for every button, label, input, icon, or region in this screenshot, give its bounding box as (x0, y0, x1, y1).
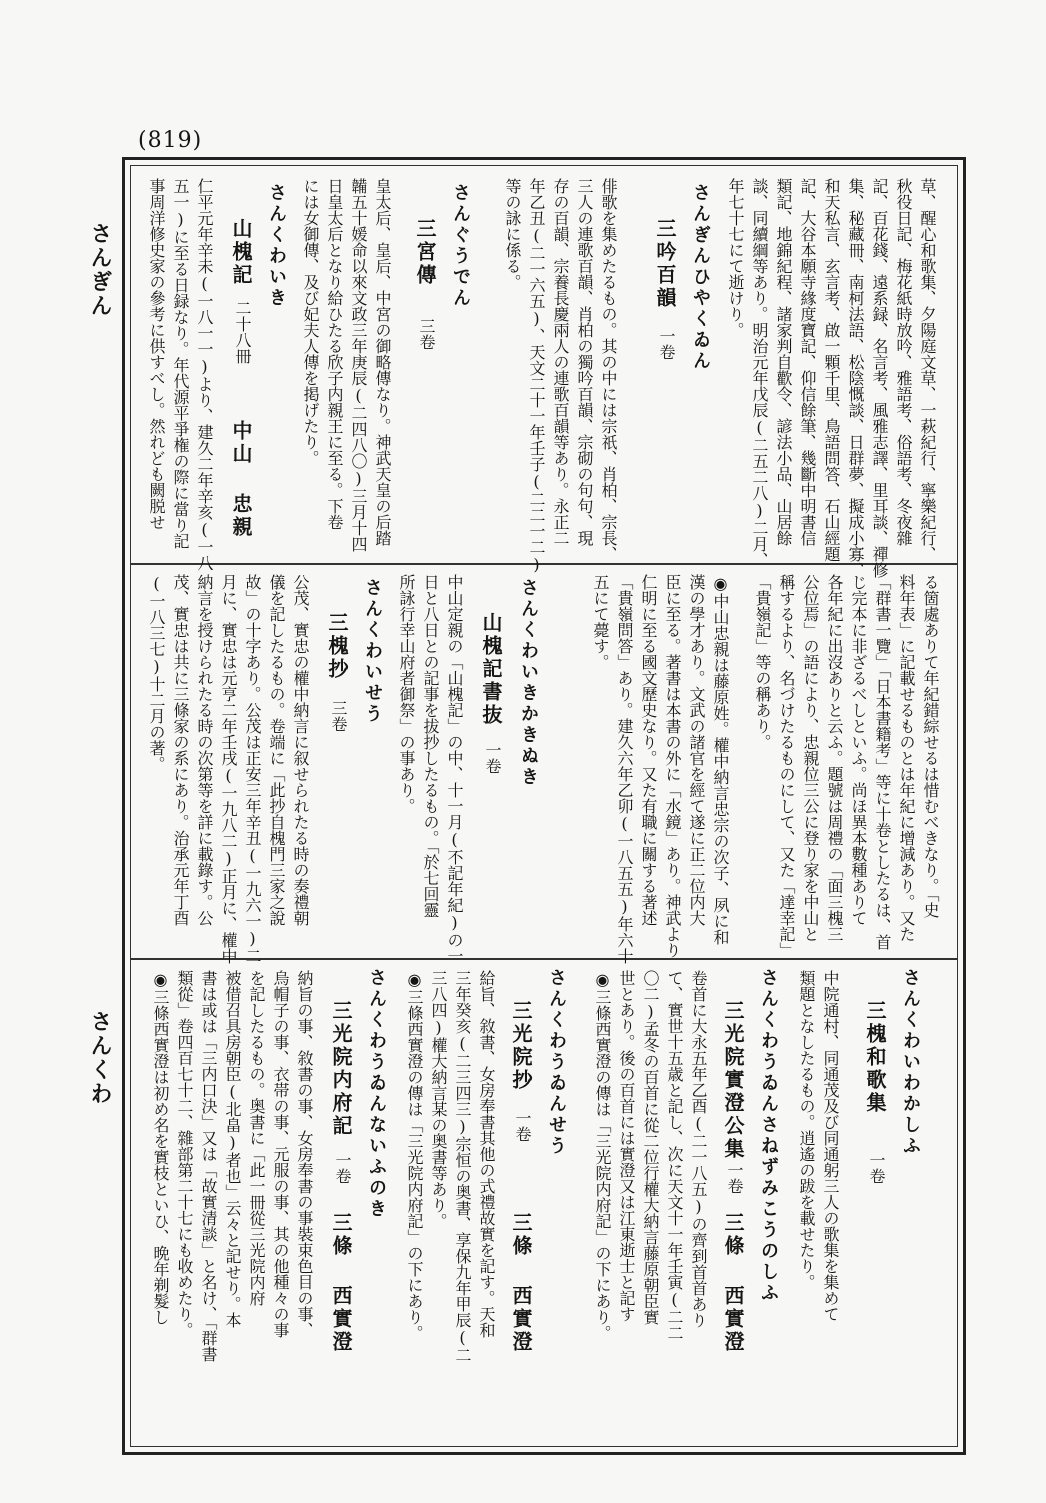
text-line: 記、百花錢、遠系録、名言考、風雅志譯、里耳談、禪修 (870, 178, 889, 578)
entry-title: 三光院抄 (509, 1000, 533, 1092)
running-head-bottom: さんくわ (87, 1010, 113, 1106)
text-line: 類記、地錦紀程、諸家判自歡令、諺法小品、山居餘 (774, 178, 793, 546)
text-line: 被借召具房朝臣(北畠)者也」云々と記せり。本 (223, 970, 242, 1328)
upper-continued-text (725, 178, 945, 578)
text-line: 韛五十媛命以來文政三年庚辰(二四八〇)三月十四 (349, 178, 368, 552)
text-line: 給旨、敘書、女房奉書其他の式禮故實を記す。天和 (477, 970, 496, 1338)
text-line: 稱するより、名づけたるものにして、又た「達幸記」 (777, 574, 796, 958)
entry-title: 三槐抄 (325, 612, 349, 681)
entry-kana: さんくわいわかしふ (900, 968, 921, 1157)
text-line: ◉三條西實澄は初め名を實枝といひ、晩年剃髮し (151, 970, 170, 1325)
text-line: 三八四)權大納言某の奥書等あり。 (429, 970, 448, 1229)
text-line: 日皇太后となり給ひたる欣子内親王に至る。下卷 (325, 178, 344, 530)
entry-author: 三條 西實澄 (509, 1212, 533, 1354)
entry-body (140, 970, 320, 1440)
text-line: 事周洋修史家の參考に供すべし。然れども闕脱せ (147, 178, 166, 530)
entry-body (398, 970, 502, 1440)
entry-title: 三吟百韻 (653, 218, 677, 310)
text-line: 五にて薨す。 (591, 574, 610, 670)
entry-volume: 一卷 (483, 742, 502, 774)
text-line: には女御傳、及び妃夫人傳を掲げたり。 (301, 178, 320, 466)
entry-body (586, 970, 714, 1440)
text-line: 「貴嶺問答」あり。建久六年乙卯(一八五五)年六十 (615, 574, 634, 964)
entry-body (300, 178, 400, 558)
text-line: 三年癸亥(二三四三)宗恒の奥書、享保九年甲辰(二 (453, 970, 472, 1363)
text-line: を記したるもの。奥書に「此一冊從三光院内府 (247, 970, 266, 1306)
text-line: 烏帽子の事、衣帯の事、元服の事、其の他種々の事 (271, 970, 290, 1338)
text-line: 各年紀に出沒ありと云ふ。題號は周禮の「面三槐三 (825, 574, 844, 942)
text-line: 卷首に大永五年乙酉(二一八五)の齊到首首あり (689, 970, 708, 1328)
text-line: 漢の學才あり。文武の諸官を經て遂に正二位内大 (687, 574, 706, 926)
middle-continued-note (560, 574, 740, 964)
text-line: 秋役日記、梅花紙時放吟、雅語考、俗語考、冬夜雜 (894, 178, 913, 546)
text-line: ◉三條西實澄の傳は「三光院内府記」の下にあり。 (405, 970, 424, 1341)
text-line: る箇處ありて年紀錯綜せるは惜むべきなり。「史 (921, 574, 940, 918)
entry-body (480, 178, 630, 574)
text-line: 皇太后、皇后、中宮の御略傳なり。神武天皇の后踏 (373, 178, 392, 546)
entry-kana: さんくわいせう (362, 578, 383, 725)
text-line: 集、秘藏冊、南柯法語、松陰慨談、日群夢、擬成小寡、 (846, 178, 865, 578)
entry-volume: 一卷 (657, 328, 676, 360)
entry-volume: 二十八冊 (233, 300, 252, 364)
text-line: 類從」卷四百七十二、雜部第二十七にも收めたり。 (175, 970, 194, 1338)
entry-kana: さんぐうでん (450, 183, 471, 309)
entry-title: 三光院實澄公集 (721, 1000, 745, 1161)
entry-body (140, 574, 316, 964)
entry-title: 三光院内府記 (329, 1000, 353, 1138)
text-line: 世とあり。後の百首には實澄又は江東逝士と記す (617, 970, 636, 1322)
text-line: 公茂、實忠の權中納言に叙せられたる時の奏禮朝 (291, 574, 310, 926)
text-line: 故」の十字あり。公茂は正安三年辛丑(一九六一)二 (243, 574, 262, 964)
entry-body (790, 970, 850, 1440)
page-number: (819) (138, 128, 203, 153)
text-line: 日と八日との記事を拔抄したるもの。「於七回靈 (421, 574, 440, 918)
text-line: 和天私言、玄言考、啟一顆千里、鳥語問答、石山經題 (822, 178, 841, 562)
entry-volume: 一卷 (725, 1162, 744, 1194)
entry-body (390, 574, 470, 964)
entry-kana: さんくわいき (266, 183, 287, 309)
text-line: 料年表」に記載せるものとは年紀に增減あり。又た (897, 574, 916, 942)
text-line: 五一)に至る日録なり。年代源平爭権の際に當り記 (171, 178, 190, 549)
entry-volume: 一卷 (867, 1152, 886, 1184)
text-line: 仁明に至る國文歷史なり。又た有職に關する著述 (639, 574, 658, 926)
text-line: 年乙丑(二一六五)、天文二十一年壬子(二二一二) (527, 178, 546, 574)
text-line: ◉中山忠親は藤原姓。權中納言忠宗の次子、夙に和 (711, 574, 730, 945)
text-line: 俳歌を集めたるもの。其の中には宗祇、肖柏、宗長、 (599, 178, 618, 562)
text-line: 納旨の事、敘書の事、女房奉書の事裝束色目の事、 (295, 970, 314, 1338)
entry-kana: さんくわうゐんないふのき (366, 968, 387, 1220)
entry-author: 中山 忠親 (229, 420, 253, 539)
text-line: 中山定親の「山槐記」の中、十一月(不記年紀)の一 (445, 574, 464, 964)
entry-kana: さんくわうゐんせう (546, 968, 567, 1157)
entry-title: 山槐記 (229, 218, 253, 287)
text-line: 納言を授けられたる時の次第等を詳に載錄す。公 (195, 574, 214, 926)
entry-title: 三槐和歌集 (863, 1000, 887, 1115)
text-line: 書は或は「三内口決」又は「故實清談」と名け、「群書 (199, 970, 218, 1362)
text-line: 公位焉」の語により、忠親位三公に登り家を中山と (801, 574, 820, 942)
entry-author: 三條 西實澄 (329, 1212, 353, 1354)
entry-author: 三條 西實澄 (721, 1212, 745, 1354)
text-line: 年七十七にて逝けり。 (726, 178, 745, 338)
text-line: 存の百韻、宗養長慶兩人の連歌百韻等あり。永正二 (551, 178, 570, 546)
text-line: 「貴嶺記」等の稱あり。 (753, 574, 772, 750)
text-line: 臣に至る。著書は本書の外に「水鏡」あり。神武より (663, 574, 682, 958)
text-line: 三人の連歌百韻、肖柏の獨吟百韻、宗砌の句句、現 (575, 178, 594, 546)
entry-kana: さんくわうゐんさねずみこうのしふ (758, 968, 779, 1304)
text-line: 談、同續綱等あり。明治元年戊辰(二五二八)二月、 (750, 178, 769, 568)
text-line: (一八三七)十二月の著。 (147, 574, 166, 772)
running-head-top: さんぎん (87, 222, 113, 318)
entry-kana: さんくわいきかきぬき (518, 578, 539, 788)
text-line: 月に、實忠は元亨二年壬戌(一九八二)正月に、權中 (219, 574, 238, 964)
text-line: 類題となしたるもの。逍遙の跋を載せたり。 (797, 970, 816, 1290)
text-line: て、實世十五歳と記し、次に天文十一年壬寅(二二 (665, 970, 684, 1341)
text-line: 儀を記したるもの。卷端に「此抄自槐門三家之說 (267, 574, 286, 926)
text-line: 〇二)孟冬の百首に從二位行權大納言藤原朝臣實 (641, 970, 660, 1325)
entry-title: 山槐記書抜 (479, 612, 503, 727)
entry-kana: さんぎんひやくゐん (690, 183, 711, 372)
text-line: じ完本に非ざるべしといふ。尚ほ異本數種ありて (849, 574, 868, 926)
text-line: 「群書一覽」「日本書籍考」等に十卷としたるは、首 (873, 574, 892, 950)
text-line: 中院通村、同通茂及び同通躬三人の歌集を集めて (821, 970, 840, 1322)
text-line: 等の詠に係る。 (503, 178, 522, 290)
entry-volume: 一卷 (513, 1110, 532, 1142)
middle-continued-text (748, 574, 948, 958)
entry-title: 三宮傳 (413, 218, 437, 287)
text-line: ◉三條西實澄の傳は「三光院内府記」の下にあり。 (593, 970, 612, 1341)
entry-volume: 三卷 (417, 318, 436, 350)
text-line: 仁平元年辛未(一八一一)より、建久二年辛亥(一八 (195, 178, 214, 571)
text-line: 所詠行幸山府者御祭」の事あり。 (397, 574, 416, 814)
entry-volume: 一卷 (333, 1152, 352, 1184)
entry-body (140, 178, 220, 571)
text-line: 記、大谷本願寺緣度寶記、仰信餘筆、幾斷中明書信 (798, 178, 817, 546)
text-line: 茂、實忠は共に三條家の系にあり。治承元年丁酉 (171, 574, 190, 926)
entry-volume: 三卷 (329, 700, 348, 732)
text-line: 草、醒心和歌集、夕陽庭文草、一萩紀行、寧樂紀行、 (918, 178, 937, 562)
